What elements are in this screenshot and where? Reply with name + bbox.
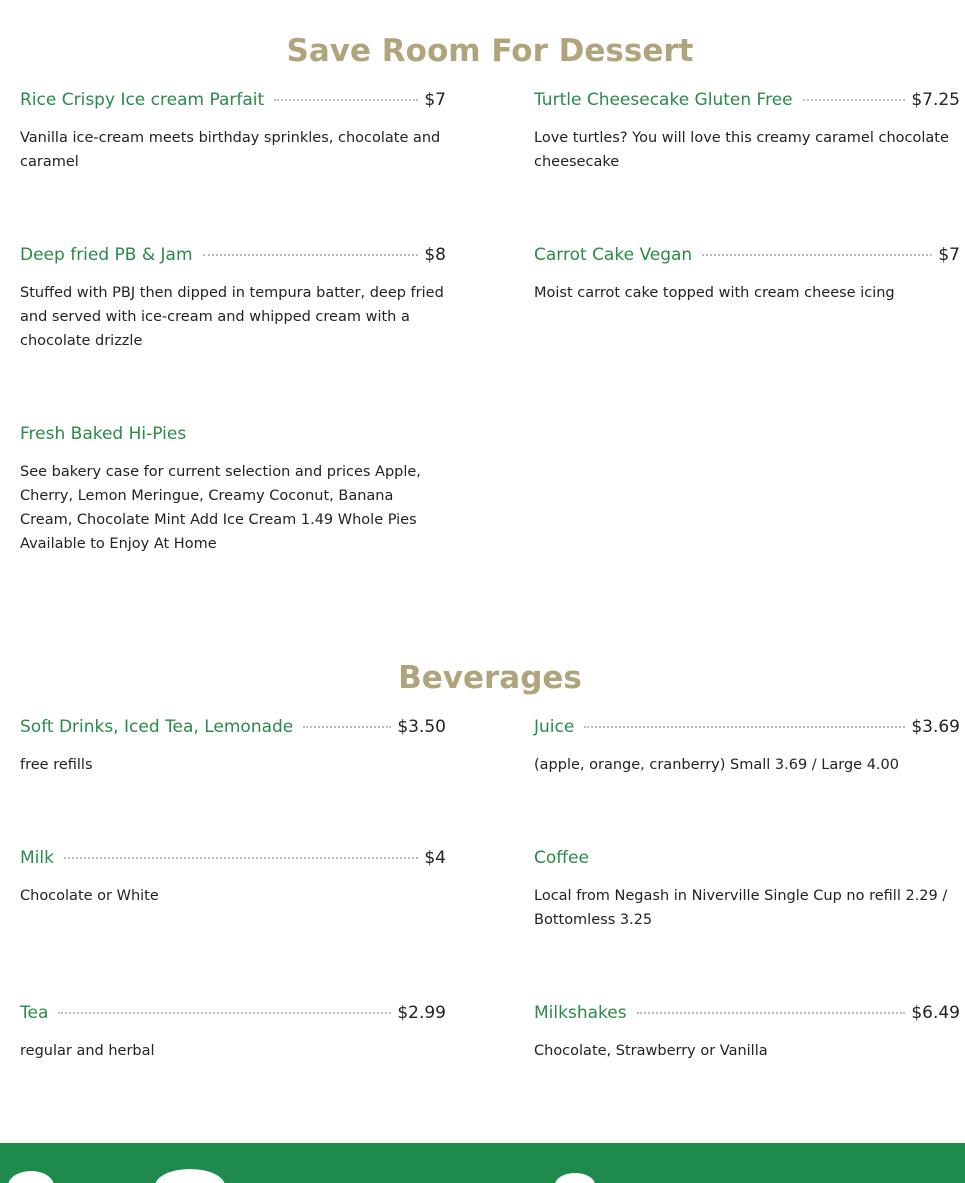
- item-description: Stuffed with PBJ then dipped in tempura batter, deep fried and served with ice-cream and whipped cream with a chocolate drizzle: [20, 285, 444, 349]
- menu-item-deep-fried-pbj[interactable]: [20, 245, 446, 353]
- item-name: Coffee: [534, 848, 589, 868]
- item-price: $7: [938, 245, 960, 265]
- item-price: $3.69: [911, 717, 960, 737]
- item-name: Deep fried PB & Jam: [20, 245, 193, 265]
- menu-item-rice-crispy-parfait[interactable]: [20, 90, 446, 174]
- dot-leader: [203, 254, 419, 256]
- dot-leader: [803, 99, 906, 101]
- menu-item-soft-drinks[interactable]: [20, 717, 446, 777]
- footer-decoration: [8, 1171, 54, 1183]
- item-name: Turtle Cheesecake Gluten Free: [534, 90, 793, 110]
- item-description: Chocolate or White: [20, 888, 159, 904]
- item-description: free refills: [20, 757, 93, 773]
- item-description: (apple, orange, cranberry) Small 3.69 / Large 4.00: [534, 757, 899, 773]
- footer-band: [0, 1143, 965, 1183]
- dot-leader: [303, 726, 391, 728]
- menu-item-tea[interactable]: [20, 1003, 446, 1063]
- item-name: Milkshakes: [534, 1003, 627, 1023]
- item-price: $2.99: [397, 1003, 446, 1023]
- item-description: Love turtles? You will love this creamy caramel chocolate cheesecake: [534, 130, 949, 170]
- item-price: $3.50: [397, 717, 446, 737]
- item-description: Local from Negash in Niverville Single Cup no refill 2.29 / Bottomless 3.25: [534, 888, 948, 928]
- menu-item-hi-pies[interactable]: [20, 424, 446, 556]
- item-name: Carrot Cake Vegan: [534, 245, 693, 265]
- menu-item-turtle-cheesecake[interactable]: [534, 90, 960, 174]
- dot-leader: [637, 1012, 906, 1014]
- item-description: regular and herbal: [20, 1043, 155, 1059]
- item-description: Moist carrot cake topped with cream cheese icing: [534, 285, 895, 301]
- item-price: $7.25: [911, 90, 960, 110]
- item-name: Milk: [20, 848, 54, 868]
- item-name: Soft Drinks, Iced Tea, Lemonade: [20, 717, 294, 737]
- section-title-dessert: Save Room For Dessert: [286, 33, 694, 69]
- dot-leader: [702, 254, 932, 256]
- item-price: $6.49: [911, 1003, 960, 1023]
- section-title-beverages: Beverages: [398, 660, 582, 696]
- menu-item-milkshakes[interactable]: [534, 1003, 960, 1063]
- item-name: Fresh Baked Hi-Pies: [20, 424, 187, 444]
- item-description: Chocolate, Strawberry or Vanilla: [534, 1043, 768, 1059]
- footer-decoration: [555, 1173, 595, 1183]
- menu-item-carrot-cake[interactable]: [534, 245, 960, 305]
- item-price: $7: [424, 90, 446, 110]
- item-name: Juice: [534, 717, 575, 737]
- dot-leader: [58, 1012, 391, 1014]
- menu-item-juice[interactable]: [534, 717, 960, 777]
- dot-leader: [584, 726, 905, 728]
- item-description: Vanilla ice-cream meets birthday sprinkles, chocolate and caramel: [20, 130, 441, 170]
- item-price: $8: [424, 245, 446, 265]
- menu-item-milk[interactable]: [20, 848, 446, 908]
- footer-decoration: [155, 1169, 225, 1183]
- dot-leader: [274, 99, 418, 101]
- item-name: Tea: [20, 1003, 49, 1023]
- menu-item-coffee[interactable]: [534, 848, 960, 932]
- item-description: See bakery case for current selection and prices Apple, Cherry, Lemon Meringue, Creamy Coconut, Banana Cream, Chocolate Mint Add Ice Cream 1.49 Whole Pies Available to Enjoy At Home: [20, 464, 421, 552]
- item-name: Rice Crispy Ice cream Parfait: [20, 90, 265, 110]
- dot-leader: [64, 857, 418, 859]
- item-price: $4: [424, 848, 446, 868]
